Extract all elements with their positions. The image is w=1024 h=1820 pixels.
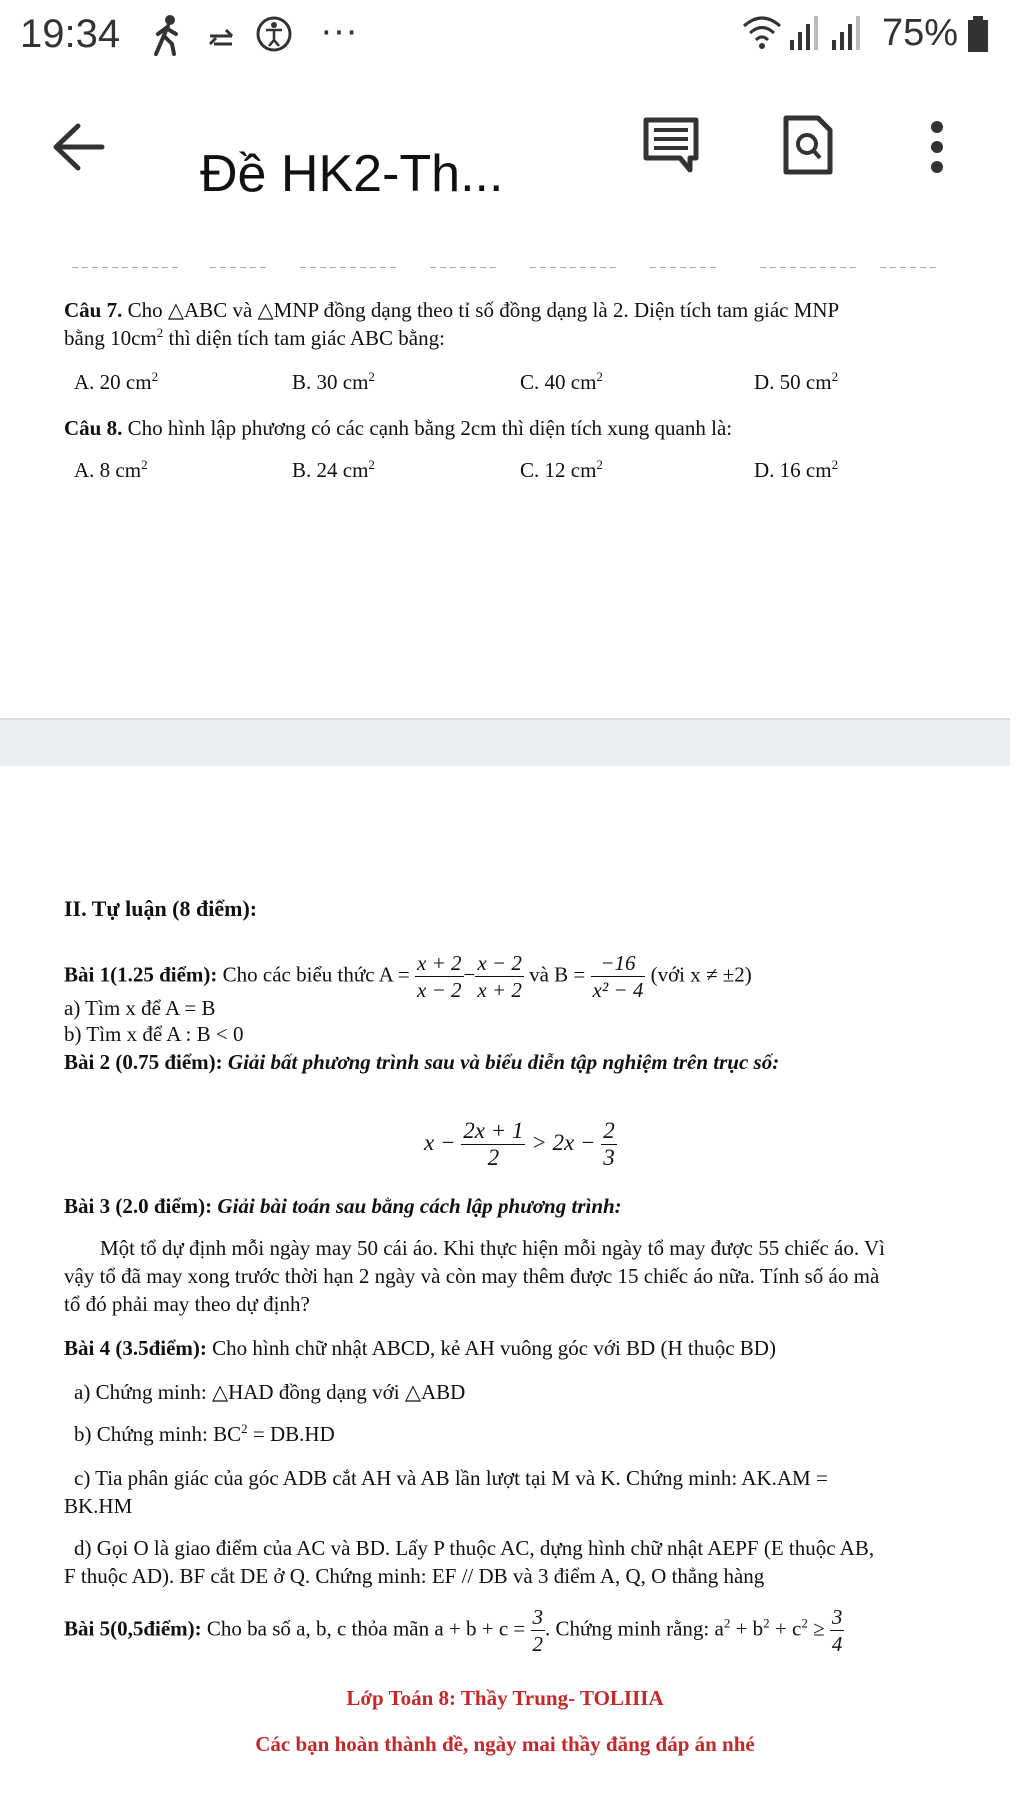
bai4-c-line-1: c) Tia phân giác của góc ADB cắt AH và AB lần lượt tại M và K. Chứng minh: AK.AM = [74, 1466, 828, 1490]
wifi-icon [742, 14, 782, 52]
bai2-label: Bài 2 (0.75 điểm): [64, 1050, 223, 1074]
sup: 2 [831, 369, 839, 384]
eq-x: x − [424, 1129, 456, 1155]
q8-option-b-text: B. 24 cm [292, 458, 369, 482]
walking-icon [150, 14, 184, 56]
bai4-text: Cho hình chữ nhật ABCD, kẻ AH vuông góc với BD (H thuộc BD) [212, 1336, 776, 1360]
q7-option-b-text: B. 30 cm [292, 370, 369, 394]
accessibility-icon [254, 14, 294, 54]
more-vert-icon[interactable] [926, 120, 948, 174]
q7-label: Câu 7. [64, 298, 123, 322]
fraction-numerator: x + 2 [417, 951, 462, 975]
search-document-icon[interactable] [780, 114, 836, 176]
status-more: ··· [320, 10, 358, 52]
section-title: II. Tự luận (8 điểm): [64, 896, 258, 921]
fraction-denominator: 3 [603, 1145, 615, 1170]
sup: 2 [723, 1615, 731, 1631]
fraction-denominator: x − 2 [417, 978, 462, 1002]
status-bar [0, 0, 1024, 72]
q7-text2a: bằng 10cm [64, 326, 157, 350]
cut-off-line [0, 258, 1010, 268]
q7-option-d [754, 370, 838, 395]
sup: 2 [831, 457, 839, 472]
bai4-b-text: b) Chứng minh: BC [74, 1422, 242, 1446]
fraction-denominator: 2 [532, 1632, 544, 1656]
fraction-2 [475, 950, 524, 1003]
bai3-line-1: Một tổ dự định mỗi ngày may 50 cái áo. Khi thực hiện mỗi ngày tổ may được 55 chiếc áo. Vì [100, 1236, 885, 1260]
bai1-a: a) Tìm x để A = B [64, 996, 216, 1020]
bai1-label: Bài 1(1.25 điểm): [64, 962, 218, 987]
fraction-numerator: 2x + 1 [463, 1118, 524, 1143]
fraction-numerator: 3 [831, 1605, 843, 1629]
fraction-numerator: 3 [532, 1605, 544, 1629]
bai3-line-3: tổ đó phải may theo dự định? [64, 1292, 310, 1316]
q8-option-c [520, 458, 603, 483]
fraction-6 [531, 1604, 546, 1657]
q8-option-d [754, 458, 838, 483]
q8-option-a [74, 458, 148, 483]
q8-option-c-text: C. 12 cm [520, 458, 597, 482]
q8-option-b [292, 458, 375, 483]
q7-option-a-text: A. 20 cm [74, 370, 152, 394]
bai3-label: Bài 3 (2.0 điểm): [64, 1194, 213, 1218]
q7-text: Cho △ABC và △MNP đồng dạng theo tỉ số đồng dạng là 2. Diện tích tam giác MNP [127, 298, 840, 322]
sup: 2 [368, 369, 375, 384]
q8-label: Câu 8. [64, 416, 123, 440]
bai5-t4: + c [774, 1616, 802, 1641]
q7-option-d-text: D. 50 cm [754, 370, 832, 394]
bai5-label: Bài 5(0,5điểm): [64, 1616, 202, 1641]
q7-option-a [74, 370, 158, 395]
bai3-text: Giải bài toán sau bằng cách lập phương trình: [217, 1194, 622, 1218]
bai4-d-line-2: F thuộc AD). BF cắt DE ở Q. Chứng minh: EF // DB và 3 điểm A, Q, O thẳng hàng [64, 1564, 765, 1588]
bai2-text: Giải bất phương trình sau và biểu diễn tập nghiệm trên trục số: [227, 1050, 780, 1074]
sup: 2 [368, 457, 375, 472]
q7-option-c-text: C. 40 cm [520, 370, 597, 394]
bai5-t5: ≥ [813, 1616, 825, 1641]
sup: 2 [596, 369, 603, 384]
status-time: 19:34 [20, 12, 121, 56]
bai4-b-text2: = DB.HD [252, 1422, 335, 1446]
fraction-denominator: 2 [487, 1145, 500, 1170]
bai4-label: Bài 4 (3.5điểm): [64, 1336, 207, 1360]
bai1-condition: (với x ≠ ±2) [650, 962, 752, 987]
sup: 2 [596, 457, 603, 472]
q8-text: Cho hình lập phương có các cạnh bằng 2cm thì diện tích xung quanh là: [127, 416, 733, 440]
fraction-1 [415, 950, 464, 1003]
sup: 2 [241, 1421, 248, 1436]
data-transfer-icon [204, 14, 238, 54]
q8-option-d-text: D. 16 cm [754, 458, 832, 482]
bai4-a: a) Chứng minh: △HAD đồng dạng với △ABD [74, 1380, 466, 1404]
back-arrow-icon[interactable] [52, 122, 106, 172]
bai5-text2: . Chứng minh rằng: a [545, 1616, 724, 1641]
fraction-4 [461, 1118, 525, 1171]
q7-text2b: thì diện tích tam giác ABC bằng: [168, 326, 445, 350]
document-page-2 [0, 766, 1010, 1820]
fraction-5 [601, 1118, 617, 1171]
page-separator [0, 718, 1010, 767]
bai1-text: Cho các biểu thức A = [222, 962, 410, 987]
bai4-d-line-1: d) Gọi O là giao điểm của AC và BD. Lấy P thuộc AC, dựng hình chữ nhật AEPF (E thuộc AB, [74, 1536, 875, 1560]
document-page-1 [0, 268, 1010, 718]
bai1-and: và B = [529, 962, 586, 987]
app-bar [0, 100, 1024, 220]
fraction-denominator: x + 2 [477, 978, 522, 1002]
battery-icon [966, 14, 990, 54]
fraction-numerator: −16 [591, 950, 646, 977]
bai3-line-2: vậy tổ đã may xong trước thời hạn 2 ngày và còn may thêm được 15 chiếc áo nữa. Tính số áo mà [64, 1264, 880, 1288]
signal-icon-2 [830, 14, 862, 52]
q7-option-c [520, 370, 603, 395]
bai4-c-line-2: BK.HM [64, 1494, 133, 1518]
fraction-numerator: x − 2 [477, 951, 522, 975]
footer-line-1: Lớp Toán 8: Thầy Trung- TOLIIIA [346, 1686, 664, 1710]
comments-icon[interactable] [640, 114, 702, 176]
bai2-equation [424, 1118, 617, 1171]
eq-mid: > 2x − [531, 1129, 596, 1155]
signal-icon [788, 14, 820, 52]
fraction-numerator: 2 [603, 1118, 615, 1143]
bai5-text: Cho ba số a, b, c thỏa mãn a + b + c = [206, 1616, 526, 1641]
bai1-b: b) Tìm x để A : B < 0 [64, 1022, 244, 1046]
bai4-b [74, 1422, 335, 1447]
q7-option-b [292, 370, 375, 395]
fraction-7 [830, 1604, 845, 1657]
cut-off-text-marks [0, 261, 1010, 268]
sup: 2 [141, 457, 148, 472]
minus-sign: − [463, 962, 476, 987]
sup: 2 [151, 369, 159, 384]
q8-option-a-text: A. 8 cm [74, 458, 142, 482]
footer-line-2: Các bạn hoàn thành đề, ngày mai thầy đăng đáp án nhé [255, 1732, 755, 1756]
bai5-t3: + b [735, 1616, 764, 1641]
document-title: Đề HK2-Th... [200, 145, 504, 203]
fraction-3 [591, 950, 646, 1003]
sup: 2 [763, 1615, 770, 1631]
sup: 2 [156, 325, 164, 340]
battery-percent: 75% [881, 12, 958, 54]
fraction-denominator: x² − 4 [592, 978, 644, 1002]
sup: 2 [801, 1615, 808, 1631]
fraction-denominator: 4 [831, 1632, 843, 1656]
